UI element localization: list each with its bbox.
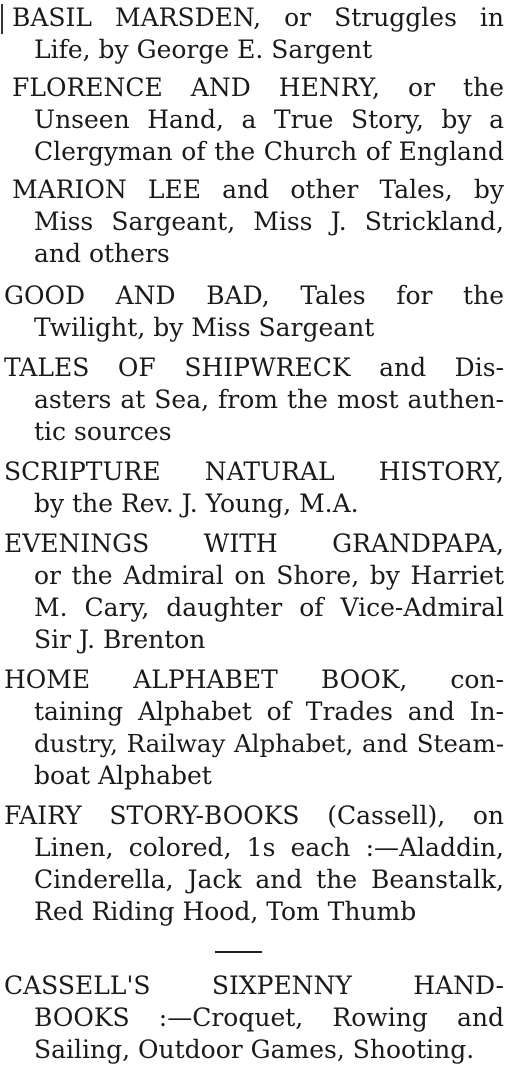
entry-line: Linen, colored, 1s each :—Aladdin, bbox=[34, 833, 504, 862]
entry-line: GOOD AND BAD, Tales for the bbox=[4, 281, 504, 310]
entry-line: or the Admiral on Shore, by Harriet bbox=[34, 561, 504, 590]
entry-line: BASIL MARSDEN, or Struggles in bbox=[12, 3, 504, 32]
entry-line: Red Riding Hood, Tom Thumb bbox=[34, 897, 417, 926]
entry-line: dustry, Railway Alphabet, and Steam- bbox=[34, 729, 504, 758]
entry-line: MARION LEE and other Tales, by bbox=[12, 175, 504, 204]
entry-line: tic sources bbox=[34, 417, 172, 446]
entry-line: FAIRY STORY-BOOKS (Cassell), on bbox=[4, 801, 504, 830]
entry-line: M. Cary, daughter of Vice-Admiral bbox=[34, 593, 504, 622]
entry-line: Sailing, Outdoor Games, Shooting. bbox=[34, 1035, 475, 1064]
entry-line: asters at Sea, from the most authen- bbox=[34, 385, 504, 414]
entry-line: boat Alphabet bbox=[34, 761, 212, 790]
entry-line: HOME ALPHABET BOOK, con- bbox=[4, 665, 504, 694]
entry-line: CASSELL'S SIXPENNY HAND- bbox=[4, 971, 504, 1000]
entry-line: Cinderella, Jack and the Beanstalk, bbox=[34, 865, 504, 894]
entry-line: FLORENCE AND HENRY, or the bbox=[12, 73, 504, 102]
entry-line: Life, by George E. Sargent bbox=[34, 35, 373, 64]
entry-line: BOOKS :—Croquet, Rowing and bbox=[34, 1003, 504, 1032]
entry-line: TALES OF SHIPWRECK and Dis- bbox=[4, 353, 504, 382]
entry-line: and others bbox=[34, 239, 170, 268]
entry-line: EVENINGS WITH GRANDPAPA, bbox=[4, 529, 504, 558]
entry-line: Clergyman of the Church of England bbox=[34, 137, 504, 166]
entry-line: Miss Sargeant, Miss J. Strickland, bbox=[34, 207, 504, 236]
entry-line: taining Alphabet of Trades and In- bbox=[34, 697, 504, 726]
entry-line: Twilight, by Miss Sargeant bbox=[34, 313, 375, 342]
entry-line: Unseen Hand, a True Story, by a bbox=[34, 105, 504, 134]
entry-line: by the Rev. J. Young, M.A. bbox=[34, 489, 359, 518]
section-divider bbox=[215, 951, 262, 953]
entry-line: Sir J. Brenton bbox=[34, 625, 206, 654]
column-rule bbox=[1, 4, 3, 34]
entry-line: SCRIPTURE NATURAL HISTORY, bbox=[4, 457, 504, 486]
